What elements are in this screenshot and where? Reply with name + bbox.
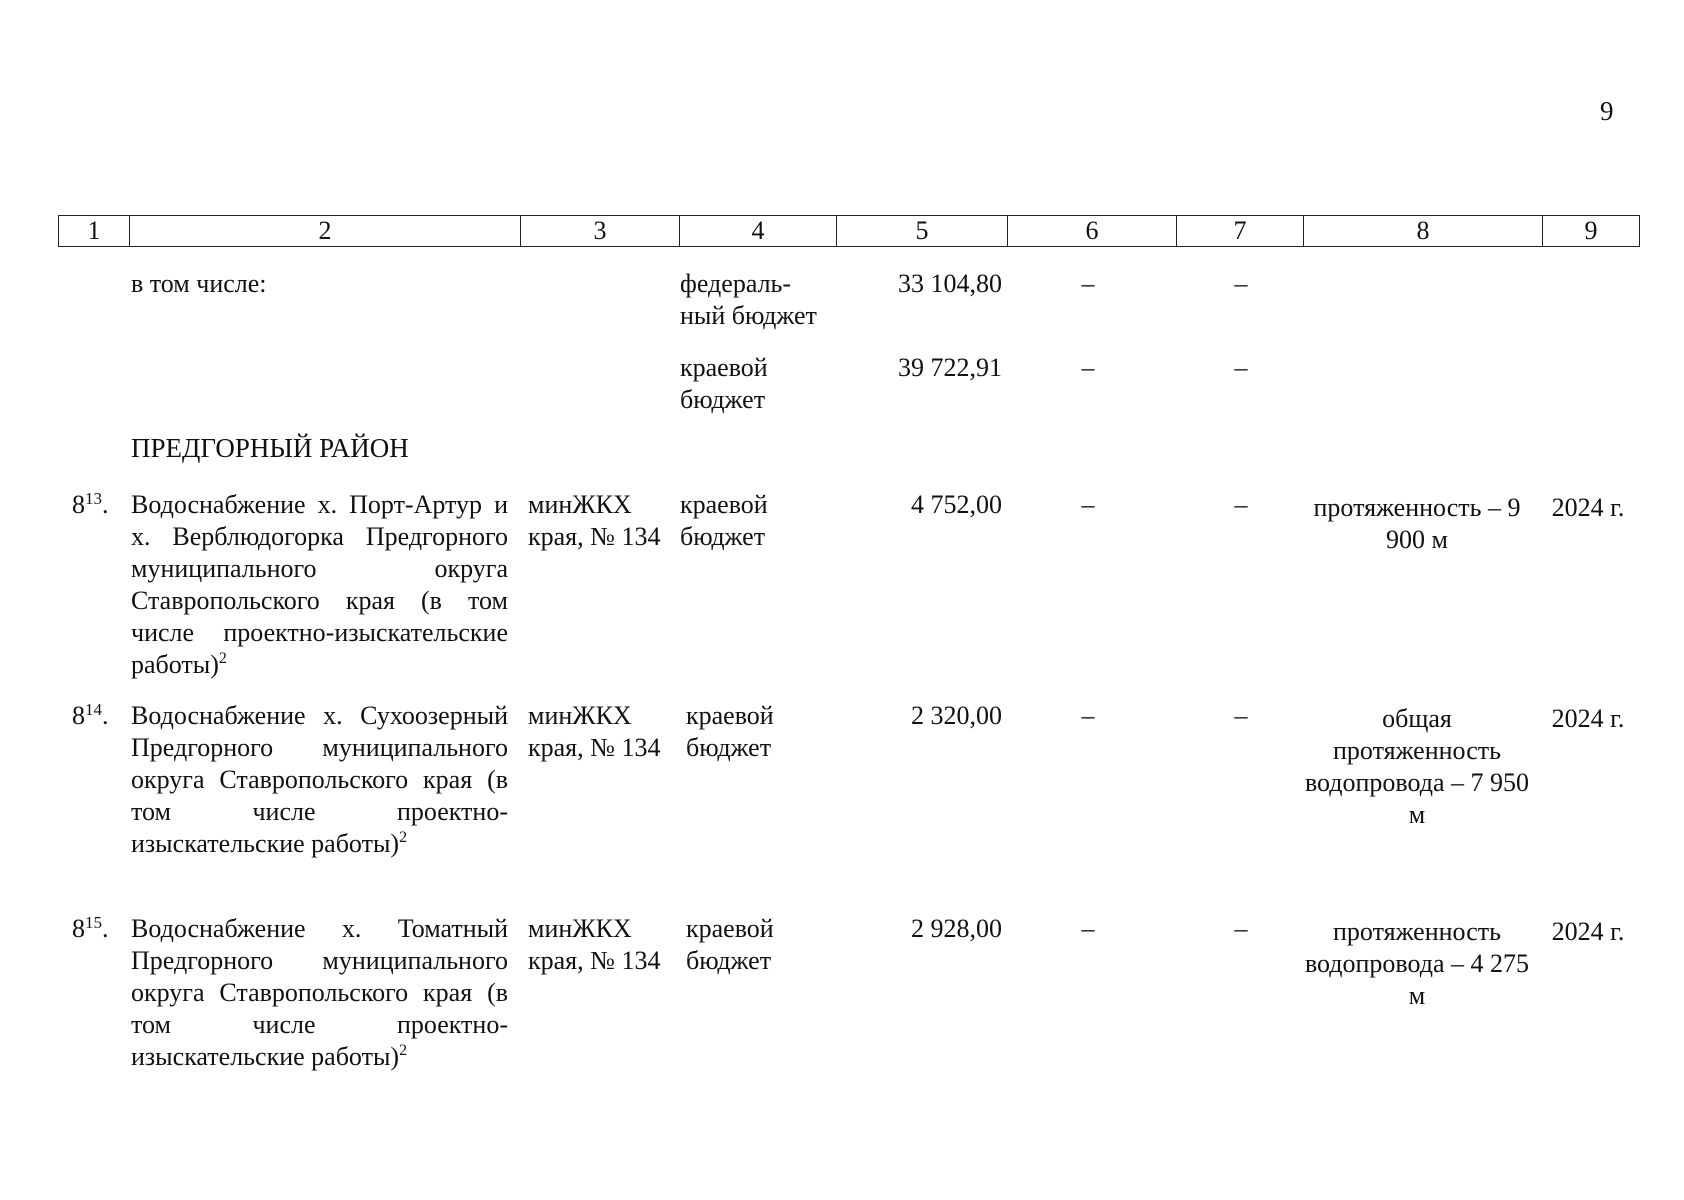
- executor-line: края, № 134: [528, 522, 661, 551]
- column-number: 1: [59, 216, 130, 247]
- column-number: 2: [130, 216, 521, 247]
- funding-source-line: федераль-: [680, 269, 792, 298]
- row-number: [72, 489, 128, 521]
- row-title-text: Водоснабжение х. Порт-Артур и х. Верблюдогорка Предгорного муниципального округа Ставропольского края (в том числе проектно-изыскательские работы): [131, 490, 508, 679]
- amount: 39 722,91: [898, 353, 1002, 382]
- funding-source-line: краевой: [680, 353, 768, 382]
- executor-line: минЖКХ: [528, 701, 632, 730]
- row-title-text: Водоснабжение х. Сухоозерный Предгорного муниципального округа Ставропольского края (в том числе проектно-изыскательские работы): [131, 701, 508, 858]
- column-number: 6: [1008, 216, 1177, 247]
- column-number: 5: [837, 216, 1008, 247]
- row-number-base: 8: [72, 701, 85, 730]
- row-number: [72, 913, 128, 945]
- result-indicator: протяженность – 9 900 м: [1313, 493, 1521, 554]
- page-number: 9: [1600, 96, 1614, 126]
- footnote-mark: 2: [218, 650, 227, 667]
- dash-cell: –: [1234, 490, 1248, 519]
- funding-source: [680, 268, 840, 332]
- amount: 4 752,00: [911, 490, 1002, 519]
- dash-cell: –: [1234, 353, 1248, 382]
- executor-line: края, № 134: [528, 946, 661, 975]
- dash-cell: –: [1234, 914, 1248, 943]
- amount: 2 320,00: [911, 701, 1002, 730]
- dash-cell: –: [1234, 269, 1248, 298]
- dash-cell: –: [1081, 490, 1095, 519]
- result-indicator: общая протяженность водопровода – 7 950 м: [1304, 704, 1530, 829]
- row-title: [131, 700, 508, 860]
- dash-cell: –: [1081, 914, 1095, 943]
- row-number-sup: 15: [85, 913, 102, 932]
- funding-source: [686, 700, 846, 764]
- row-title: [131, 489, 508, 681]
- executor: [528, 700, 678, 764]
- executor: [528, 489, 678, 553]
- dash-cell: –: [1081, 269, 1095, 298]
- row-number-suffix: .: [102, 914, 109, 943]
- column-number-header: [58, 215, 1640, 247]
- funding-source-line: бюджет: [680, 385, 766, 414]
- row-title-text: Водоснабжение х. Томатный Предгорного муниципального округа Ставропольского края (в том числе проектно-изыскательские работы): [131, 914, 508, 1071]
- executor-line: минЖКХ: [528, 490, 632, 519]
- section-title: ПРЕДГОРНЫЙ РАЙОН: [131, 433, 409, 463]
- column-number: 9: [1543, 216, 1640, 247]
- dash-cell: –: [1234, 701, 1248, 730]
- dash-cell: –: [1081, 353, 1095, 382]
- row-number-base: 8: [72, 490, 85, 519]
- column-number: 8: [1304, 216, 1543, 247]
- completion-year: 2024 г.: [1551, 704, 1625, 733]
- funding-source: [686, 913, 846, 977]
- amount: 2 928,00: [911, 914, 1002, 943]
- executor-line: края, № 134: [528, 733, 661, 762]
- funding-source-line: краевой: [680, 490, 768, 519]
- row-number-suffix: .: [102, 490, 109, 519]
- funding-source-line: ный бюджет: [680, 301, 817, 330]
- completion-year: 2024 г.: [1551, 917, 1625, 946]
- row-number-sup: 13: [85, 489, 102, 508]
- dash-cell: –: [1081, 701, 1095, 730]
- funding-source: [680, 489, 840, 553]
- row-number-base: 8: [72, 914, 85, 943]
- row-title: [131, 913, 508, 1073]
- column-number: 7: [1177, 216, 1304, 247]
- footnote-mark: 2: [399, 1042, 408, 1059]
- funding-source-line: бюджет: [686, 946, 772, 975]
- result-indicator: протяженность водопровода – 4 275 м: [1304, 917, 1530, 1010]
- amount: 33 104,80: [898, 269, 1002, 298]
- completion-year: 2024 г.: [1551, 493, 1625, 522]
- row-number: [72, 700, 128, 732]
- executor-line: минЖКХ: [528, 914, 632, 943]
- footnote-mark: 2: [399, 829, 408, 846]
- funding-source-line: бюджет: [680, 522, 766, 551]
- executor: [528, 913, 678, 977]
- funding-source: [680, 352, 840, 416]
- column-number: 4: [680, 216, 837, 247]
- funding-source-line: бюджет: [686, 733, 772, 762]
- funding-source-line: краевой: [686, 701, 774, 730]
- funding-source-line: краевой: [686, 914, 774, 943]
- row-number-suffix: .: [102, 701, 109, 730]
- including-label: в том числе:: [131, 269, 267, 298]
- row-number-sup: 14: [85, 700, 102, 719]
- column-number: 3: [521, 216, 680, 247]
